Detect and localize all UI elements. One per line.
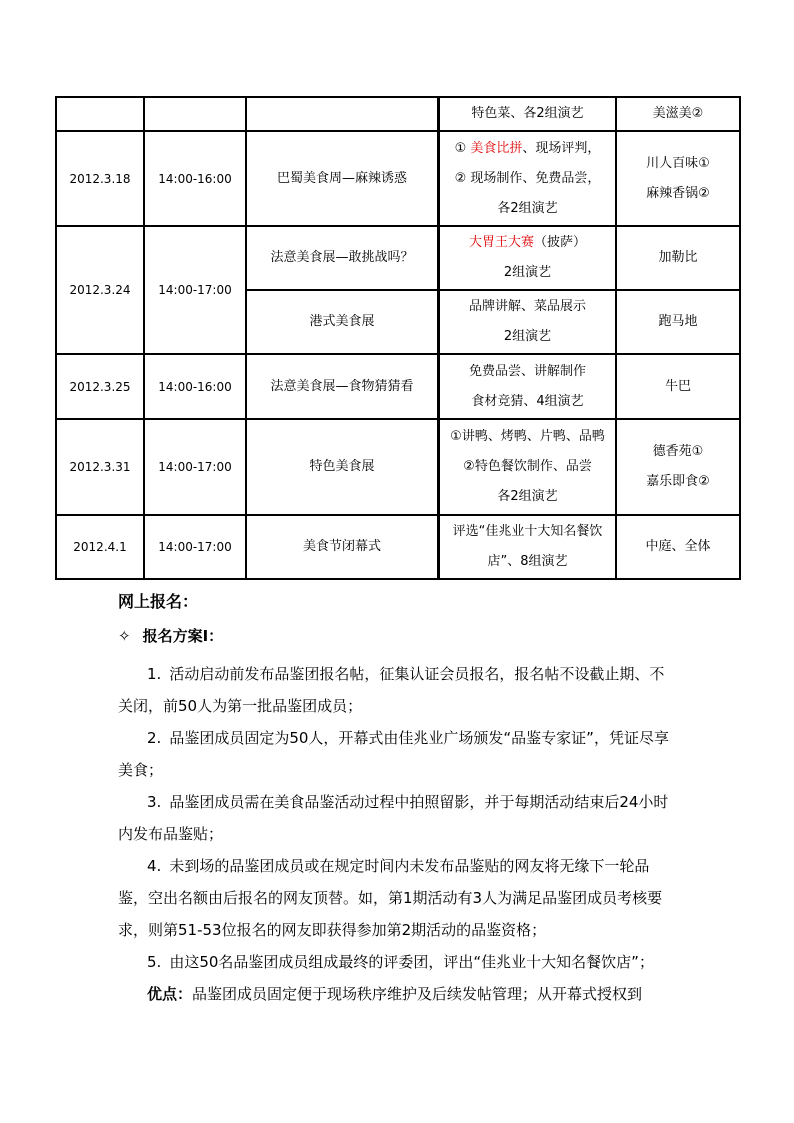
event-cell: 港式美食展 xyxy=(246,290,438,354)
plan-title: ✧ 报名方案Ⅰ： xyxy=(118,627,224,645)
list-item: 3. 品鉴团成员需在美食品鉴活动过程中拍照留影，并于每期活动结束后24小时内发布品鉴贴； xyxy=(118,793,669,843)
event-cell: 法意美食展—食物猜猜看 xyxy=(246,354,438,419)
activity-cell: ①讲鸭、烤鸭、片鸭、品鸭 ②特色餐饮制作、品尝 各2组演艺 xyxy=(438,419,616,515)
event-cell: 特色美食展 xyxy=(246,419,438,515)
activity-cell: 品牌讲解、菜品展示 2组演艺 xyxy=(438,290,616,354)
table-row xyxy=(56,419,740,515)
venue-cell: 中庭、全体 xyxy=(616,515,740,579)
venue-cell: 加勒比 xyxy=(616,226,740,290)
event-cell: 美食节闭幕式 xyxy=(246,515,438,579)
activity-cell: 大胃王大赛（披萨） 2组演艺 xyxy=(438,226,616,290)
time-cell: 14:00-17:00 xyxy=(144,515,246,579)
date-cell: 2012.3.25 xyxy=(56,354,144,419)
table-row xyxy=(56,97,740,131)
time-cell: 14:00-16:00 xyxy=(144,354,246,419)
date-cell: 2012.3.31 xyxy=(56,419,144,515)
venue-cell: 德香苑① 嘉乐即食② xyxy=(616,419,740,515)
activity-cell: 免费品尝、讲解制作 食材竞猜、4组演艺 xyxy=(438,354,616,419)
venue-cell: 牛巴 xyxy=(616,354,740,419)
event-cell: 法意美食展—敢挑战吗？ xyxy=(246,226,438,290)
venue-cell: 跑马地 xyxy=(616,290,740,354)
table-row xyxy=(56,354,740,419)
date-cell: 2012.4.1 xyxy=(56,515,144,579)
date-cell: 2012.3.24 xyxy=(56,226,144,354)
section-heading: 网上报名： xyxy=(118,592,199,611)
venue-cell: 美滋美② xyxy=(616,97,740,131)
activity-cell: ① 美食比拼、现场评判， ② 现场制作、免费品尝， 各2组演艺 xyxy=(438,131,616,226)
list-item: 4. 未到场的品鉴团成员或在规定时间内未发布品鉴贴的网友将无缘下一轮品鉴，空出名额由后报名的网友顶替。如，第1期活动有3人为满足品鉴团成员考核要求，则第51-53位报名的网友即获得参加第2期活动的品鉴资格； xyxy=(118,857,663,939)
activity-cell: 特色菜、各2组演艺 xyxy=(438,97,616,131)
time-cell: 14:00-16:00 xyxy=(144,131,246,226)
table-row xyxy=(56,131,740,226)
registration-section xyxy=(118,590,678,1010)
time-cell: 14:00-17:00 xyxy=(144,419,246,515)
event-cell xyxy=(246,97,438,131)
table-row xyxy=(56,515,740,579)
date-cell: 2012.3.18 xyxy=(56,131,144,226)
list-item: 2. 品鉴团成员固定为50人，开幕式由佳兆业广场颁发“品鉴专家证”，凭证尽享美食； xyxy=(118,729,669,779)
schedule-table xyxy=(55,96,741,580)
advantage-paragraph: 优点：品鉴团成员固定便于现场秩序维护及后续发帖管理；从开幕式授权到 xyxy=(147,985,643,1003)
activity-cell: 评选“佳兆业十大知名餐饮 店”、8组演艺 xyxy=(438,515,616,579)
venue-cell: 川人百味① 麻辣香锅② xyxy=(616,131,740,226)
time-cell xyxy=(144,97,246,131)
event-cell: 巴蜀美食周—麻辣诱惑 xyxy=(246,131,438,226)
date-cell xyxy=(56,97,144,131)
time-cell: 14:00-17:00 xyxy=(144,226,246,354)
list-item: 1. 活动启动前发布品鉴团报名帖，征集认证会员报名，报名帖不设截止期、不关闭，前50人为第一批品鉴团成员； xyxy=(118,665,665,715)
list-item: 5. 由这50名品鉴团成员组成最终的评委团，评出“佳兆业十大知名餐饮店”； xyxy=(147,953,654,971)
table-row xyxy=(56,226,740,290)
diamond-bullet-icon: ✧ xyxy=(118,627,131,645)
